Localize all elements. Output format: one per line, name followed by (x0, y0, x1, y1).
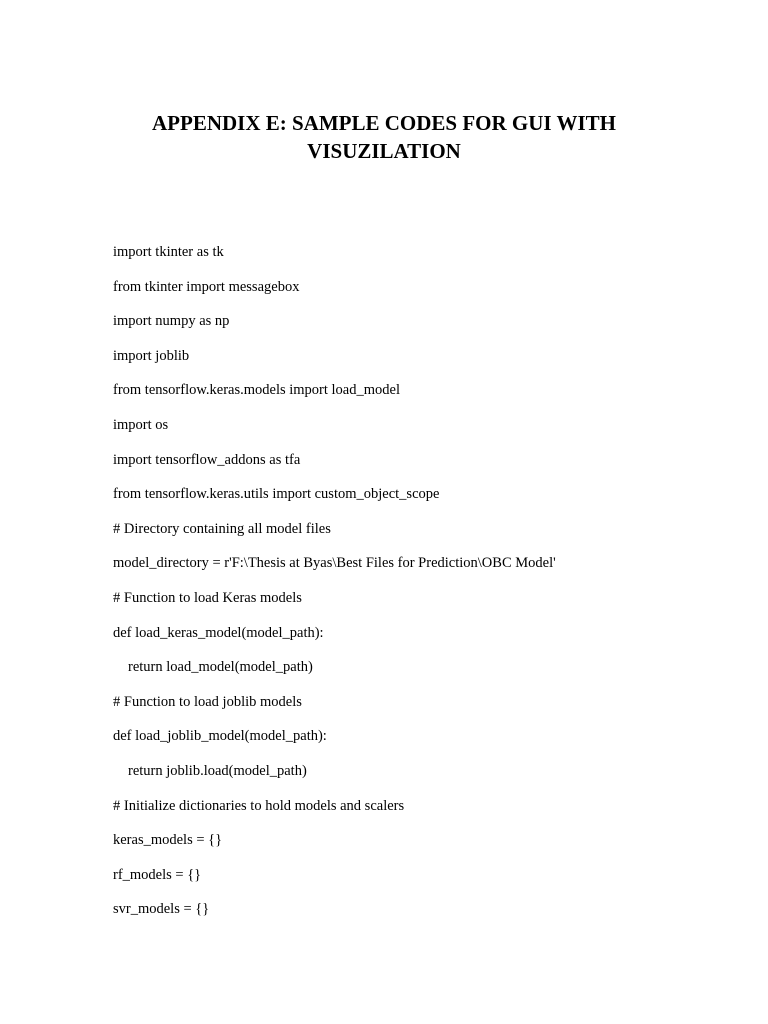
code-line: # Function to load joblib models (113, 693, 302, 710)
code-line: from tensorflow.keras.utils import custom_object_scope (113, 486, 440, 503)
code-line: def load_joblib_model(model_path): (113, 728, 327, 745)
code-line: # Function to load Keras models (113, 589, 302, 606)
code-line: # Directory containing all model files (113, 520, 331, 537)
code-line: rf_models = {} (113, 866, 202, 883)
appendix-heading (0, 109, 768, 165)
code-line: return load_model(model_path) (128, 659, 313, 676)
code-line: svr_models = {} (113, 901, 210, 918)
code-line: import tensorflow_addons as tfa (113, 451, 301, 468)
code-line: import joblib (113, 347, 190, 364)
code-line: import numpy as np (113, 313, 230, 330)
code-line: import os (113, 416, 169, 433)
code-line: return joblib.load(model_path) (128, 762, 307, 779)
code-line: import tkinter as tk (113, 244, 224, 260)
code-line: keras_models = {} (113, 832, 223, 849)
code-line: def load_keras_model(model_path): (113, 624, 324, 641)
code-line: from tensorflow.keras.models import load_model (113, 382, 400, 399)
heading-line-2: VISUZILATION (307, 139, 461, 163)
code-line: # Initialize dictionaries to hold models and scalers (113, 797, 405, 814)
code-line: from tkinter import messagebox (113, 278, 300, 295)
code-listing (113, 241, 713, 933)
heading-line-1: APPENDIX E: SAMPLE CODES FOR GUI WITH (152, 111, 616, 135)
code-line: model_directory = r'F:\Thesis at Byas\Best Files for Prediction\OBC Model' (113, 555, 556, 572)
